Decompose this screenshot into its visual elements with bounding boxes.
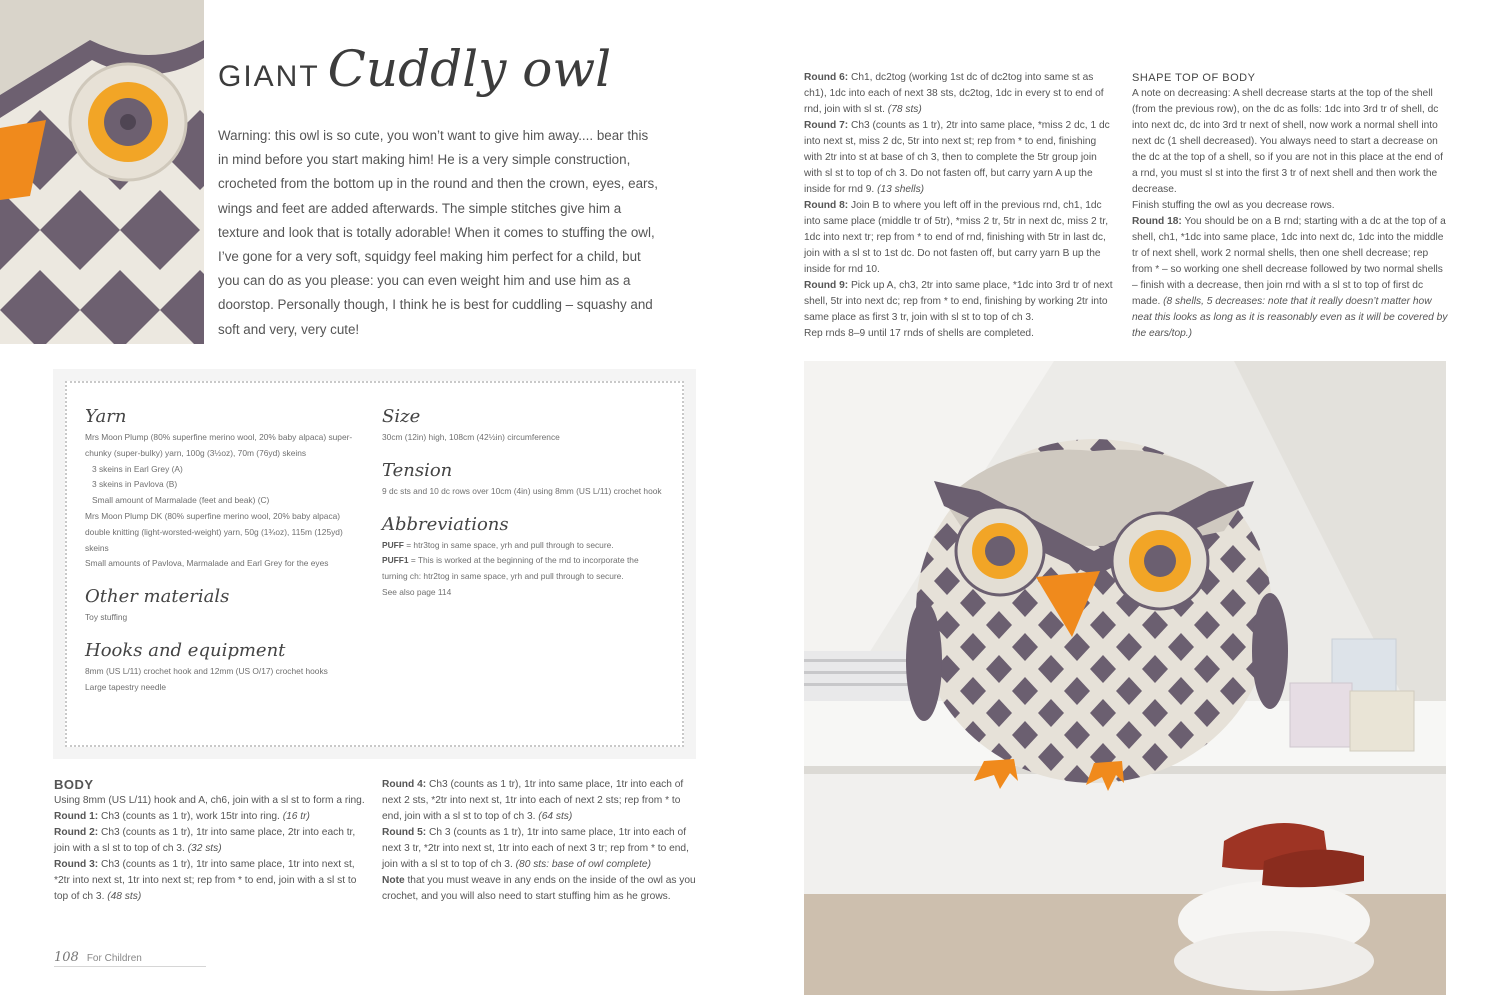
hooks-text-1: 8mm (US L/11) crochet hook and 12mm (US O/17) crochet hooks <box>85 665 328 676</box>
owl-closeup-photo <box>0 0 204 344</box>
round-6-note: (78 sts) <box>887 104 922 115</box>
round-8-label: Round 8: <box>804 200 849 211</box>
size-text: 30cm (12in) high, 108cm (42½in) circumference <box>382 432 560 442</box>
yarn-section <box>85 405 355 572</box>
yarn-skein-3: Small amount of Marmalade (feet and beak) (C) <box>92 495 270 506</box>
abbreviations-section <box>382 513 662 601</box>
round-18-note: (8 shells, 5 decreases: note that it really doesn’t matter how neat this looks as long as it is reasonably even as it will be covered by the ears/top.) <box>1132 296 1448 339</box>
round-1-text: Ch3 (counts as 1 tr), work 15tr into ring. <box>98 811 283 822</box>
page-number: 108 <box>54 950 79 965</box>
round-6-text: Ch1, dc2tog (working 1st dc of dc2tog into same st as ch1), 1dc into each of next 38 sts, dc2tog, 1dc in every st to end of rnd, join with sl st. <box>804 72 1104 115</box>
round-4-note: (64 sts) <box>538 811 573 822</box>
round-2 <box>54 825 366 857</box>
round-6-label: Round 6: <box>804 72 849 83</box>
page-footer <box>54 950 142 965</box>
round-3-label: Round 3: <box>54 859 99 870</box>
abbreviations-heading: Abbreviations <box>382 513 509 535</box>
materials-left-column <box>85 405 355 709</box>
size-section <box>382 405 662 446</box>
round-9-label: Round 9: <box>804 280 849 291</box>
round-4-text: Ch3 (counts as 1 tr), 1tr into same place, 1tr into each of next 2 sts, *2tr into next st, 1tr into each of next 2 sts; rep from * to end, join with a sl st to top of ch 3. <box>382 779 684 822</box>
round-7-note: (13 shells) <box>877 184 925 195</box>
footer-rule <box>54 966 206 967</box>
abbrev-puff1-label: PUFF1 <box>382 555 409 566</box>
round-2-text: Ch3 (counts as 1 tr), 1tr into same place, 2tr into each tr, join with a sl st to top of ch 3. <box>54 827 356 854</box>
yarn-line-1: Mrs Moon Plump (80% superfine merino wool, 20% baby alpaca) super-chunky (super-bulky) yarn, 100g (3½oz), 70m (76yd) skeins <box>85 432 353 458</box>
round-5-text: Ch 3 (counts as 1 tr), 1tr into same place, 1tr into each of next 3 tr, *2tr into next st, 1tr into each of next 3 tr; rep from * to end, join with a sl st to top of ch 3. <box>382 827 689 870</box>
body-instructions-col-2 <box>382 777 696 905</box>
round-18-label: Round 18: <box>1132 216 1182 227</box>
round-3-text: Ch3 (counts as 1 tr), 1tr into same place, 1tr into next st, *2tr into next st, 1tr into next st; rep from * to end, join with a sl st to top of ch 3. <box>54 859 357 902</box>
other-materials-heading: Other materials <box>85 586 230 608</box>
yarn-line-2: Mrs Moon Plump DK (80% superfine merino wool, 20% baby alpaca) double knitting (light-worsted-weight) yarn, 50g (1¾oz), 115m (125yd) skeins <box>85 510 343 553</box>
repeat-rounds: Rep rnds 8–9 until 17 rnds of shells are completed. <box>804 328 1034 339</box>
round-7 <box>804 118 1115 198</box>
body-intro: Using 8mm (US L/11) hook and A, ch6, join with a sl st to form a ring. <box>54 795 365 806</box>
materials-box <box>53 369 696 759</box>
body-note-label: Note <box>382 875 405 886</box>
round-5 <box>382 825 696 873</box>
yarn-skein-1: 3 skeins in Earl Grey (A) <box>92 463 183 474</box>
other-materials-section <box>85 585 355 626</box>
abbrev-puff1-text: = This is worked at the beginning of the rnd to incorporate the turning ch: htr2tog in same space, yrh and pull through to secure. <box>382 555 639 582</box>
abbrev-puff <box>382 538 662 554</box>
abbrev-puff-text: = htr3tog in same space, yrh and pull through to secure. <box>403 539 614 550</box>
round-9-text: Pick up A, ch3, 2tr into same place, *1dc into 3rd tr of next shell, 5tr into next dc; rep from * to end, finishing by working 2tr into same place as first 3 tr, join with sl st to top of ch 3. <box>804 280 1113 323</box>
page-title <box>218 40 611 120</box>
body-heading: BODY <box>54 777 94 792</box>
abbrev-see-also: See also page 114 <box>382 586 452 597</box>
title-caps: GIANT <box>218 60 320 93</box>
hooks-heading: Hooks and equipment <box>85 639 286 661</box>
tension-heading: Tension <box>382 459 453 481</box>
round-4-label: Round 4: <box>382 779 427 790</box>
tension-section <box>382 459 662 500</box>
round-8-text: Join B to where you left off in the previous rnd, ch1, 1dc into same place (middle tr of 5tr), *miss 2 tr, 5tr in next dc, miss 2 tr, 1dc into next tr; rep from * to end of rnd, finishing with 5tr in last dc, join with a sl st to 1st dc. Do not fasten off, but carry yarn B up the inside for rnd 10. <box>804 200 1109 275</box>
round-3 <box>54 857 366 905</box>
other-materials-text: Toy stuffing <box>85 612 128 623</box>
right-instructions-col-1 <box>804 70 1115 342</box>
materials-right-column <box>382 405 662 614</box>
round-2-note: (32 sts) <box>187 843 222 854</box>
yarn-heading: Yarn <box>85 406 127 427</box>
round-18 <box>1132 214 1448 342</box>
owl-product-photo <box>804 361 1446 995</box>
round-5-label: Round 5: <box>382 827 427 838</box>
intro-paragraph: Warning: this owl is so cute, you won’t want to give him away.... bear this in mind before you start making him! He is a very simple construction, crocheted from the bottom up in the round and then the crown, eyes, ears, wings and feet are added afterwards. The simple stitches give him a texture and look that is totally adorable! When it comes to stuffing the owl, I’ve gone for a very soft, squidgy feel making him perfect for a child, but you can do as you please: you can even weight him and use him as a doorstop. Personally though, I think he is best for cuddling – squashy and soft and very, very cute! <box>218 128 658 337</box>
round-4 <box>382 777 696 825</box>
round-6 <box>804 70 1115 118</box>
body-instructions-col-1 <box>54 777 366 905</box>
round-1-note: (16 tr) <box>282 811 310 822</box>
tension-text: 9 dc sts and 10 dc rows over 10cm (4in) using 8mm (US L/11) crochet hook <box>382 485 662 496</box>
round-1-label: Round 1: <box>54 811 99 822</box>
hooks-section <box>85 639 355 696</box>
shape-text-2: Finish stuffing the owl as you decrease rows. <box>1132 200 1335 211</box>
hooks-text-2: Large tapestry needle <box>85 681 167 692</box>
body-note <box>382 873 696 905</box>
round-8 <box>804 198 1115 278</box>
materials-inner <box>65 381 684 747</box>
round-18-text: You should be on a B rnd; starting with a dc at the top of a shell, ch1, *1dc into same place, 1dc into next dc, 1dc into the middle tr of next shell, work 2 normal shells, then one shell decrease; rep from * – so working one shell decrease followed by two normal shells – finish with a decrease, then join rnd with a sl st to top of first dc made. <box>1132 216 1446 307</box>
shape-text-1: A note on decreasing: A shell decrease starts at the top of the shell (from the previous row), on the dc as folls: 1dc into 3rd tr of shell, dc into next dc, dc into 3rd tr next of shell, now work a normal shell into next dc (1 shell decreased). You always need to start a decrease on the dc at the top of a shell, so if you are not in this place at the end of a rnd, you must sl st into the first 3 tr of next shell and then work the decrease. <box>1132 88 1443 195</box>
body-note-text: that you must weave in any ends on the inside of the owl as you crochet, and you will also need to start stuffing him as he grows. <box>382 875 696 902</box>
size-heading: Size <box>382 406 421 427</box>
round-9 <box>804 278 1115 326</box>
abbrev-puff1 <box>382 553 662 585</box>
round-2-label: Round 2: <box>54 827 99 838</box>
round-7-label: Round 7: <box>804 120 849 131</box>
shape-top-heading: SHAPE TOP OF BODY <box>1132 72 1256 84</box>
section-name: For Children <box>86 953 142 964</box>
round-5-note: (80 sts: base of owl complete) <box>515 859 651 870</box>
title-script: Cuddly owl <box>327 40 612 98</box>
abbrev-puff-label: PUFF <box>382 539 404 550</box>
round-1 <box>54 809 366 825</box>
yarn-skein-2: 3 skeins in Pavlova (B) <box>92 479 178 490</box>
round-7-text: Ch3 (counts as 1 tr), 2tr into same place, *miss 2 dc, 1 dc into next st, miss 2 dc, 5tr into next st; rep from * to end, finishing with 2tr into st at base of ch 3, then to complete the 5tr group join with sl st to top of ch 3. Do not fasten off, but carry yarn A up the inside for rnd 9. <box>804 120 1110 195</box>
right-instructions-col-2 <box>1132 70 1448 342</box>
yarn-line-3: Small amounts of Pavlova, Marmalade and Earl Grey for the eyes <box>85 558 329 569</box>
round-3-note: (48 sts) <box>107 891 142 902</box>
